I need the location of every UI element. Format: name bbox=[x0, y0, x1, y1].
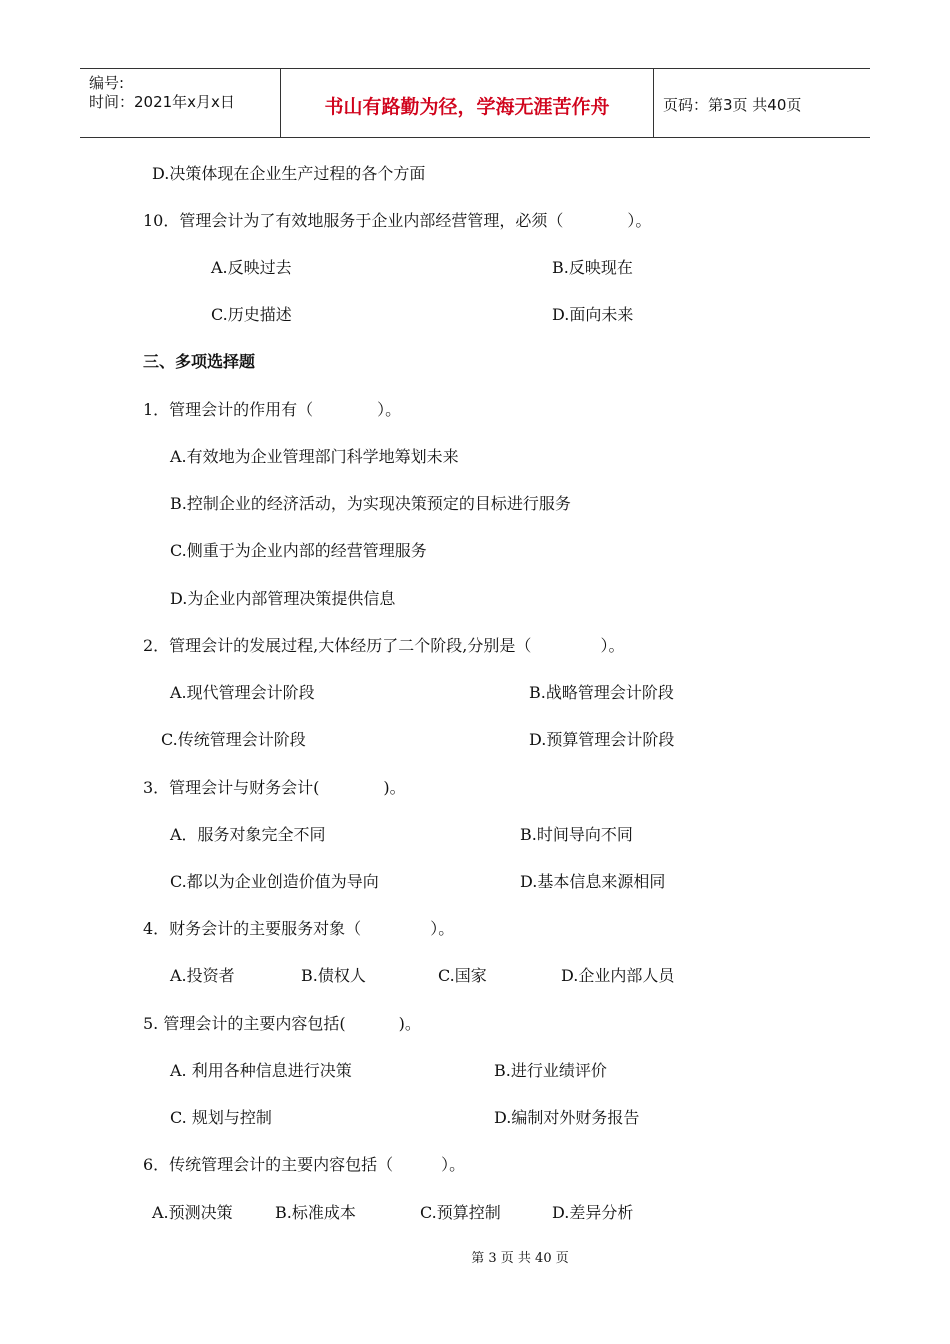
mq1-option-b: B.控制企业的经济活动，为实现决策预定的目标进行服务 bbox=[170, 494, 571, 513]
mq4-stem: 4．财务会计的主要服务对象（ ）。 bbox=[143, 919, 455, 938]
mq6-option-d: D.差异分析 bbox=[552, 1203, 634, 1222]
mq6-option-b: B.标准成本 bbox=[275, 1203, 356, 1222]
mq1-option-d: D.为企业内部管理决策提供信息 bbox=[170, 589, 396, 608]
page-footer: 第 3 页 共 40 页 bbox=[471, 1251, 569, 1266]
mq5-option-c: C. 规划与控制 bbox=[170, 1108, 272, 1127]
header-motto: 书山有路勤为径，学海无涯苦作舟 bbox=[324, 96, 610, 118]
document-number-label: 编号: bbox=[89, 74, 125, 92]
q10-option-c: C.历史描述 bbox=[211, 305, 292, 324]
mq2-option-d: D.预算管理会计阶段 bbox=[529, 730, 675, 749]
mq5-option-a: A. 利用各种信息进行决策 bbox=[170, 1061, 352, 1080]
mq3-option-a: A．服务对象完全不同 bbox=[170, 825, 326, 844]
mq4-option-b: B.债权人 bbox=[301, 966, 366, 985]
mq1-option-c: C.侧重于为企业内部的经营管理服务 bbox=[170, 541, 427, 560]
header-right-cell bbox=[654, 69, 870, 137]
mq2-option-b: B.战略管理会计阶段 bbox=[529, 683, 674, 702]
q10-option-d: D.面向未来 bbox=[552, 305, 634, 324]
mq2-stem: 2．管理会计的发展过程,大体经历了二个阶段,分别是（ ）。 bbox=[143, 636, 625, 655]
mq3-option-c: C.都以为企业创造价值为导向 bbox=[170, 872, 379, 891]
section-heading: 三、多项选择题 bbox=[143, 352, 256, 371]
q10-option-b: B.反映现在 bbox=[552, 258, 633, 277]
mq5-option-d: D.编制对外财务报告 bbox=[494, 1108, 640, 1127]
q10-stem: 10．管理会计为了有效地服务于企业内部经营管理，必须（ ）。 bbox=[143, 211, 652, 230]
mq1-stem: 1．管理会计的作用有（ ）。 bbox=[143, 400, 402, 419]
mq6-option-a: A.预测决策 bbox=[152, 1203, 233, 1222]
header-middle-cell bbox=[280, 69, 654, 137]
mq2-option-c: C.传统管理会计阶段 bbox=[161, 730, 306, 749]
mq4-option-d: D.企业内部人员 bbox=[561, 966, 675, 985]
q9-option-d: D.决策体现在企业生产过程的各个方面 bbox=[152, 164, 426, 183]
header-left-cell bbox=[80, 69, 280, 137]
mq2-option-a: A.现代管理会计阶段 bbox=[170, 683, 315, 702]
mq3-option-d: D.基本信息来源相同 bbox=[520, 872, 666, 891]
mq6-option-c: C.预算控制 bbox=[420, 1203, 501, 1222]
mq5-stem: 5. 管理会计的主要内容包括( )。 bbox=[143, 1014, 421, 1033]
header-page-code: 页码：第3页 共40页 bbox=[663, 96, 802, 114]
mq5-option-b: B.进行业绩评价 bbox=[494, 1061, 607, 1080]
mq1-option-a: A.有效地为企业管理部门科学地筹划未来 bbox=[170, 447, 459, 466]
q10-option-a: A.反映过去 bbox=[211, 258, 292, 277]
mq4-option-a: A.投资者 bbox=[170, 966, 235, 985]
mq6-stem: 6．传统管理会计的主要内容包括（ ）。 bbox=[143, 1155, 466, 1174]
page-header bbox=[80, 68, 870, 138]
mq3-stem: 3．管理会计与财务会计( )。 bbox=[143, 778, 406, 797]
mq3-option-b: B.时间导向不同 bbox=[520, 825, 633, 844]
mq4-option-c: C.国家 bbox=[438, 966, 487, 985]
document-time-label: 时间：2021年x月x日 bbox=[89, 93, 235, 111]
